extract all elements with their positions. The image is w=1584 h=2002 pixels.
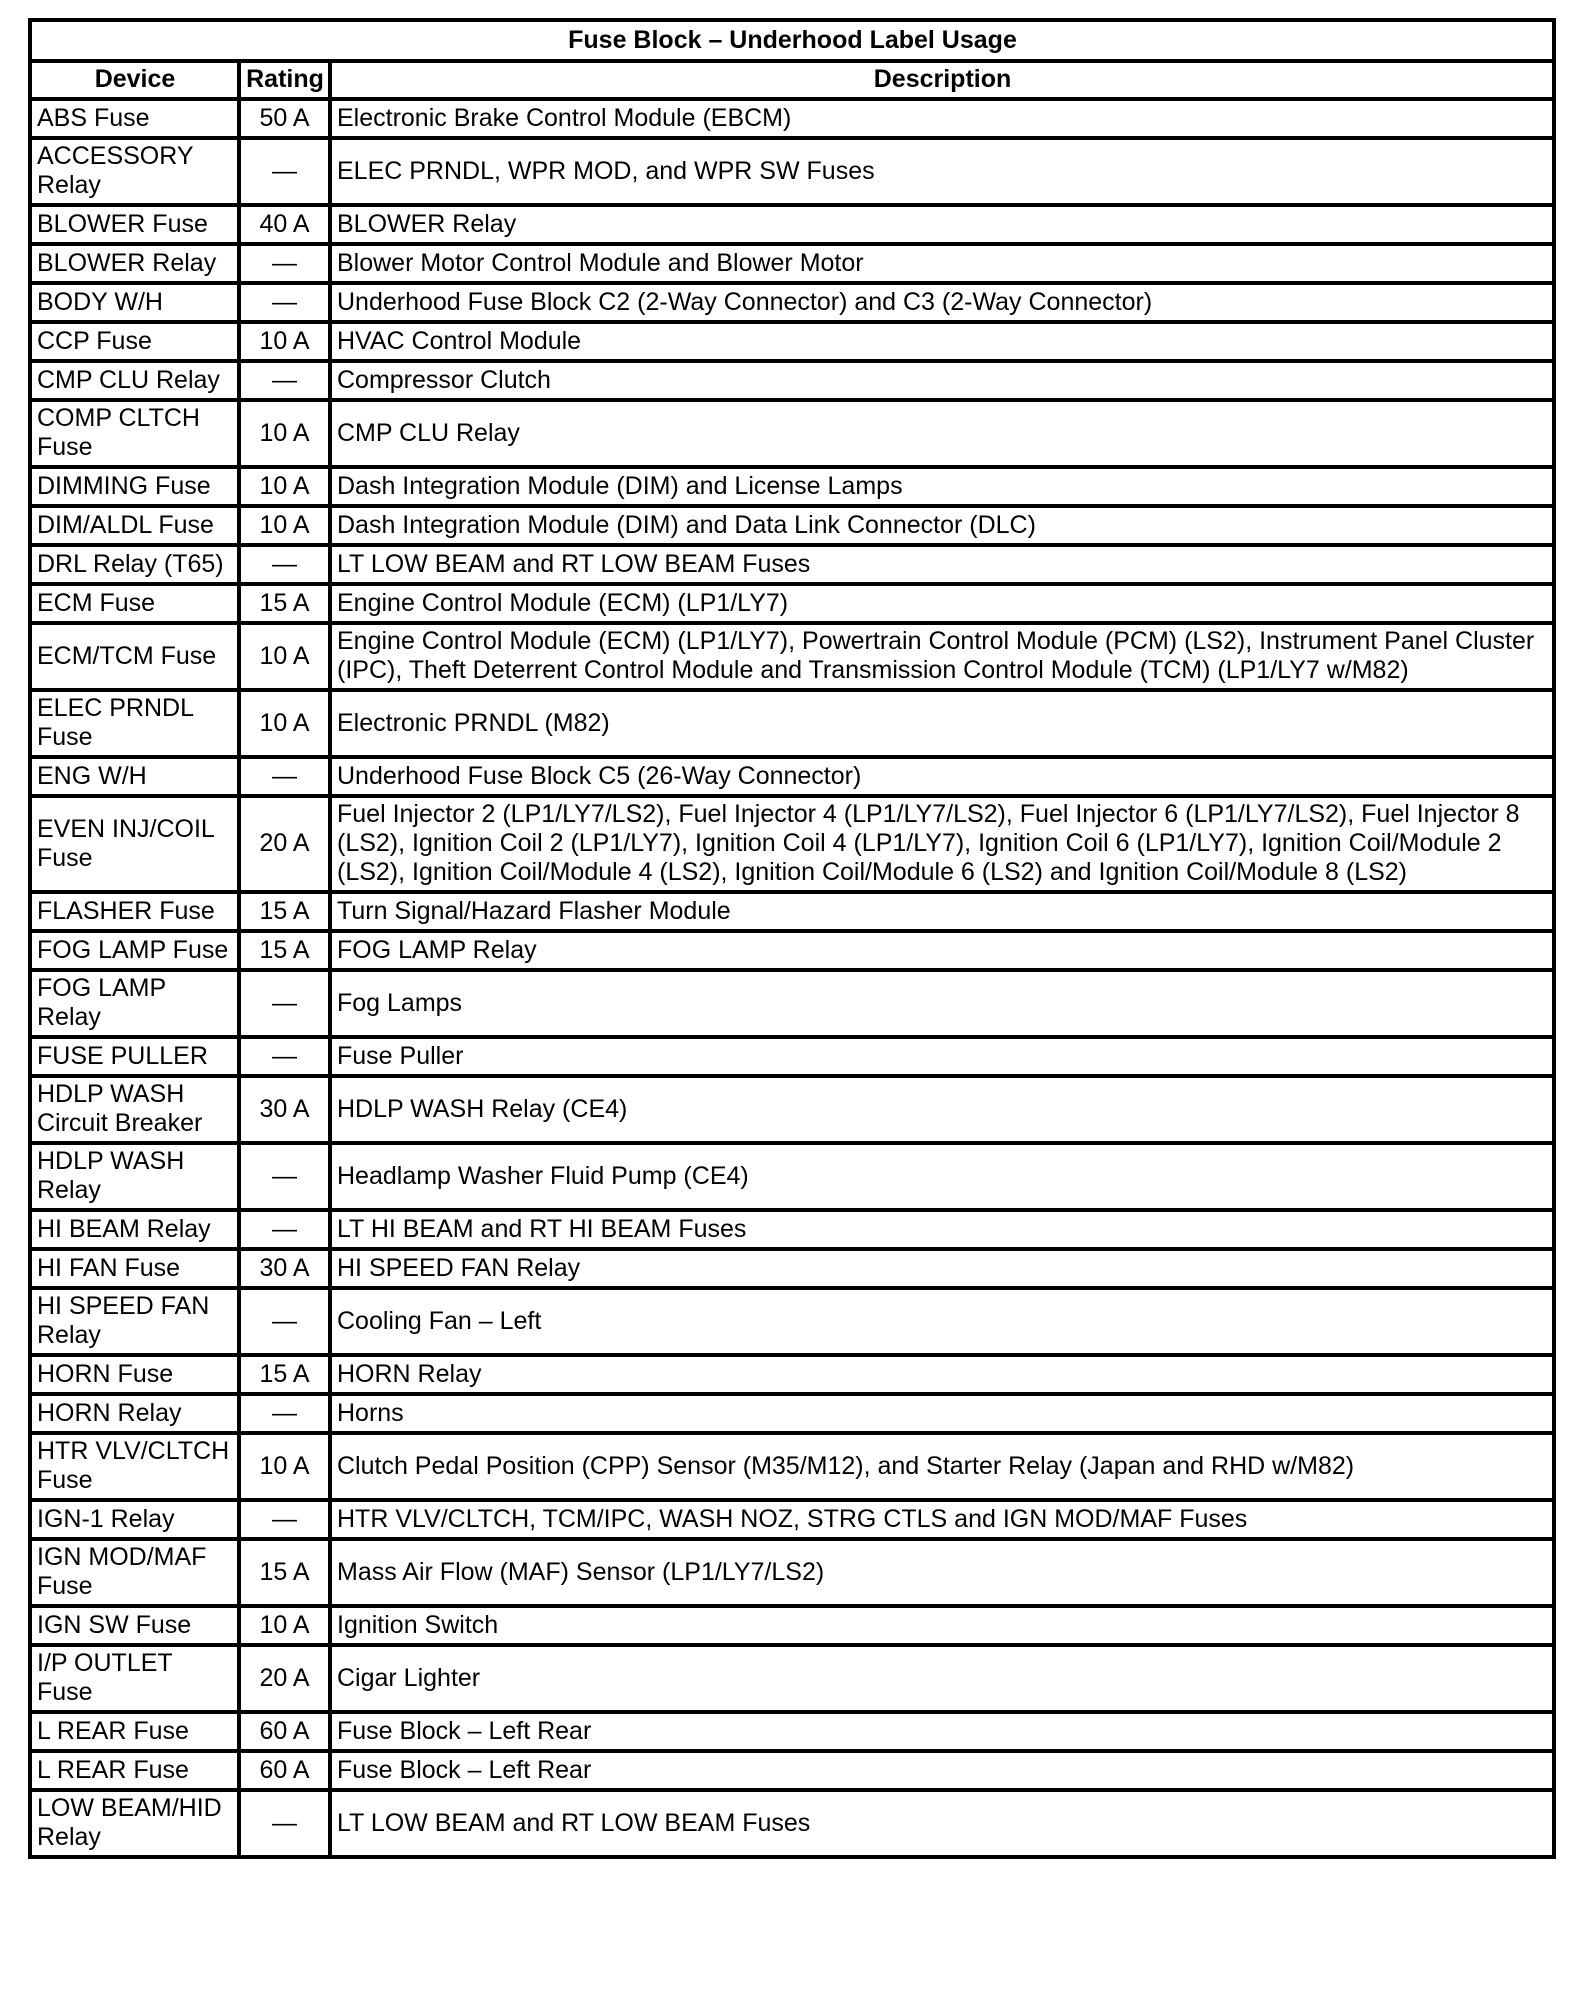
rating-cell: 40 A [239, 205, 330, 244]
header-row [30, 61, 1554, 99]
table-row [30, 1606, 1554, 1645]
device-cell: BLOWER Fuse [30, 205, 239, 244]
device-cell: BLOWER Relay [30, 244, 239, 283]
description-cell: Fuel Injector 2 (LP1/LY7/LS2), Fuel Injector 4 (LP1/LY7/LS2), Fuel Injector 6 (LP1/LY7/LS2), Fuel Injector 8 (LS2), Ignition Coil 2 (LP1/LY7), Ignition Coil 4 (LP1/LY7), Ignition Coil 6 (LP1/LY7), Ignition Coil/Module 2 (LS2), Ignition Coil/Module 4 (LS2), Ignition Coil/Module 6 (LS2) and Ignition Coil/Module 8 (LS2) [330, 796, 1554, 892]
table-row [30, 1288, 1554, 1355]
table-row [30, 584, 1554, 623]
rating-cell: — [239, 545, 330, 584]
device-cell: I/P OUTLET Fuse [30, 1645, 239, 1712]
rating-cell: 10 A [239, 400, 330, 467]
device-cell: CMP CLU Relay [30, 361, 239, 400]
description-cell: Engine Control Module (ECM) (LP1/LY7), Powertrain Control Module (PCM) (LS2), Instrument Panel Cluster (IPC), Theft Deterrent Control Module and Transmission Control Module (TCM) (LP1/LY7 w/M82) [330, 623, 1554, 690]
rating-cell: 60 A [239, 1712, 330, 1751]
device-cell: HI SPEED FAN Relay [30, 1288, 239, 1355]
device-cell: EVEN INJ/COIL Fuse [30, 796, 239, 892]
rating-cell: 15 A [239, 584, 330, 623]
description-column-header: Description [330, 61, 1554, 99]
table-row [30, 1394, 1554, 1433]
device-cell: L REAR Fuse [30, 1712, 239, 1751]
table-row [30, 1037, 1554, 1076]
description-cell: Dash Integration Module (DIM) and License Lamps [330, 467, 1554, 506]
table-row [30, 361, 1554, 400]
device-cell: FOG LAMP Relay [30, 970, 239, 1037]
description-cell: Underhood Fuse Block C2 (2-Way Connector) and C3 (2-Way Connector) [330, 283, 1554, 322]
description-cell: Cigar Lighter [330, 1645, 1554, 1712]
description-cell: LT HI BEAM and RT HI BEAM Fuses [330, 1210, 1554, 1249]
table-row [30, 467, 1554, 506]
description-cell: Cooling Fan – Left [330, 1288, 1554, 1355]
rating-cell: — [239, 1037, 330, 1076]
device-cell: BODY W/H [30, 283, 239, 322]
device-cell: HDLP WASH Circuit Breaker [30, 1076, 239, 1143]
description-cell: Underhood Fuse Block C5 (26-Way Connector) [330, 757, 1554, 796]
description-cell: HORN Relay [330, 1355, 1554, 1394]
description-cell: Ignition Switch [330, 1606, 1554, 1645]
table-row [30, 623, 1554, 690]
fuse-block-document [28, 18, 1552, 1859]
device-cell: HI FAN Fuse [30, 1249, 239, 1288]
rating-cell: — [239, 1143, 330, 1210]
rating-cell: 15 A [239, 1539, 330, 1606]
rating-cell: 30 A [239, 1076, 330, 1143]
table-row [30, 1712, 1554, 1751]
rating-cell: 20 A [239, 796, 330, 892]
table-row [30, 1143, 1554, 1210]
device-cell: HORN Relay [30, 1394, 239, 1433]
rating-cell: 15 A [239, 1355, 330, 1394]
device-cell: COMP CLTCH Fuse [30, 400, 239, 467]
table-row [30, 1249, 1554, 1288]
table-row [30, 690, 1554, 757]
rating-cell: 60 A [239, 1751, 330, 1790]
rating-cell: — [239, 970, 330, 1037]
table-row [30, 322, 1554, 361]
table-row [30, 506, 1554, 545]
description-cell: FOG LAMP Relay [330, 931, 1554, 970]
table-row [30, 931, 1554, 970]
description-cell: Electronic Brake Control Module (EBCM) [330, 99, 1554, 138]
device-cell: ECM/TCM Fuse [30, 623, 239, 690]
device-cell: ABS Fuse [30, 99, 239, 138]
table-row [30, 970, 1554, 1037]
device-cell: HDLP WASH Relay [30, 1143, 239, 1210]
description-cell: Blower Motor Control Module and Blower Motor [330, 244, 1554, 283]
rating-cell: 30 A [239, 1249, 330, 1288]
table-row [30, 1645, 1554, 1712]
rating-cell: 20 A [239, 1645, 330, 1712]
rating-cell: 50 A [239, 99, 330, 138]
rating-cell: — [239, 1790, 330, 1857]
rating-cell: 10 A [239, 506, 330, 545]
device-cell: ENG W/H [30, 757, 239, 796]
device-cell: DIM/ALDL Fuse [30, 506, 239, 545]
rating-cell: — [239, 757, 330, 796]
description-cell: Fuse Puller [330, 1037, 1554, 1076]
table-row [30, 1076, 1554, 1143]
description-cell: Engine Control Module (ECM) (LP1/LY7) [330, 584, 1554, 623]
description-cell: Fog Lamps [330, 970, 1554, 1037]
description-cell: HDLP WASH Relay (CE4) [330, 1076, 1554, 1143]
description-cell: Electronic PRNDL (M82) [330, 690, 1554, 757]
table-row [30, 400, 1554, 467]
table-row [30, 796, 1554, 892]
table-row [30, 1790, 1554, 1857]
description-cell: ELEC PRNDL, WPR MOD, and WPR SW Fuses [330, 138, 1554, 205]
device-cell: ELEC PRNDL Fuse [30, 690, 239, 757]
description-cell: Dash Integration Module (DIM) and Data Link Connector (DLC) [330, 506, 1554, 545]
device-cell: IGN SW Fuse [30, 1606, 239, 1645]
table-row [30, 892, 1554, 931]
description-cell: Fuse Block – Left Rear [330, 1751, 1554, 1790]
description-cell: Headlamp Washer Fluid Pump (CE4) [330, 1143, 1554, 1210]
fuse-block-table [28, 18, 1556, 1859]
rating-cell: 15 A [239, 931, 330, 970]
table-row [30, 138, 1554, 205]
description-cell: Clutch Pedal Position (CPP) Sensor (M35/M12), and Starter Relay (Japan and RHD w/M82) [330, 1433, 1554, 1500]
device-cell: FOG LAMP Fuse [30, 931, 239, 970]
device-cell: IGN MOD/MAF Fuse [30, 1539, 239, 1606]
rating-cell: 15 A [239, 892, 330, 931]
device-cell: HORN Fuse [30, 1355, 239, 1394]
description-cell: Turn Signal/Hazard Flasher Module [330, 892, 1554, 931]
description-cell: Fuse Block – Left Rear [330, 1712, 1554, 1751]
table-row [30, 757, 1554, 796]
device-cell: HTR VLV/CLTCH Fuse [30, 1433, 239, 1500]
rating-cell: — [239, 361, 330, 400]
rating-cell: — [239, 283, 330, 322]
device-cell: CCP Fuse [30, 322, 239, 361]
device-cell: IGN-1 Relay [30, 1500, 239, 1539]
device-cell: HI BEAM Relay [30, 1210, 239, 1249]
description-cell: BLOWER Relay [330, 205, 1554, 244]
table-row [30, 1500, 1554, 1539]
table-row [30, 1539, 1554, 1606]
table-row [30, 1355, 1554, 1394]
description-cell: CMP CLU Relay [330, 400, 1554, 467]
rating-cell: 10 A [239, 623, 330, 690]
rating-cell: — [239, 1288, 330, 1355]
rating-cell: 10 A [239, 467, 330, 506]
device-cell: LOW BEAM/HID Relay [30, 1790, 239, 1857]
table-row [30, 1433, 1554, 1500]
rating-cell: — [239, 1394, 330, 1433]
rating-cell: — [239, 1210, 330, 1249]
description-cell: Horns [330, 1394, 1554, 1433]
title-row [30, 20, 1554, 61]
rating-column-header: Rating [239, 61, 330, 99]
table-row [30, 99, 1554, 138]
rating-cell: — [239, 1500, 330, 1539]
table-row [30, 545, 1554, 584]
description-cell: HVAC Control Module [330, 322, 1554, 361]
rating-cell: 10 A [239, 1606, 330, 1645]
table-title: Fuse Block – Underhood Label Usage [30, 20, 1554, 61]
rating-cell: — [239, 138, 330, 205]
description-cell: HTR VLV/CLTCH, TCM/IPC, WASH NOZ, STRG CTLS and IGN MOD/MAF Fuses [330, 1500, 1554, 1539]
rating-cell: — [239, 244, 330, 283]
description-cell: LT LOW BEAM and RT LOW BEAM Fuses [330, 545, 1554, 584]
table-row [30, 244, 1554, 283]
device-cell: DIMMING Fuse [30, 467, 239, 506]
rating-cell: 10 A [239, 1433, 330, 1500]
table-row [30, 205, 1554, 244]
device-cell: L REAR Fuse [30, 1751, 239, 1790]
device-column-header: Device [30, 61, 239, 99]
device-cell: DRL Relay (T65) [30, 545, 239, 584]
table-row [30, 1210, 1554, 1249]
device-cell: FUSE PULLER [30, 1037, 239, 1076]
description-cell: Mass Air Flow (MAF) Sensor (LP1/LY7/LS2) [330, 1539, 1554, 1606]
table-row [30, 283, 1554, 322]
description-cell: LT LOW BEAM and RT LOW BEAM Fuses [330, 1790, 1554, 1857]
device-cell: FLASHER Fuse [30, 892, 239, 931]
table-body [30, 99, 1554, 1857]
table-row [30, 1751, 1554, 1790]
rating-cell: 10 A [239, 690, 330, 757]
rating-cell: 10 A [239, 322, 330, 361]
description-cell: HI SPEED FAN Relay [330, 1249, 1554, 1288]
description-cell: Compressor Clutch [330, 361, 1554, 400]
device-cell: ECM Fuse [30, 584, 239, 623]
device-cell: ACCESSORY Relay [30, 138, 239, 205]
